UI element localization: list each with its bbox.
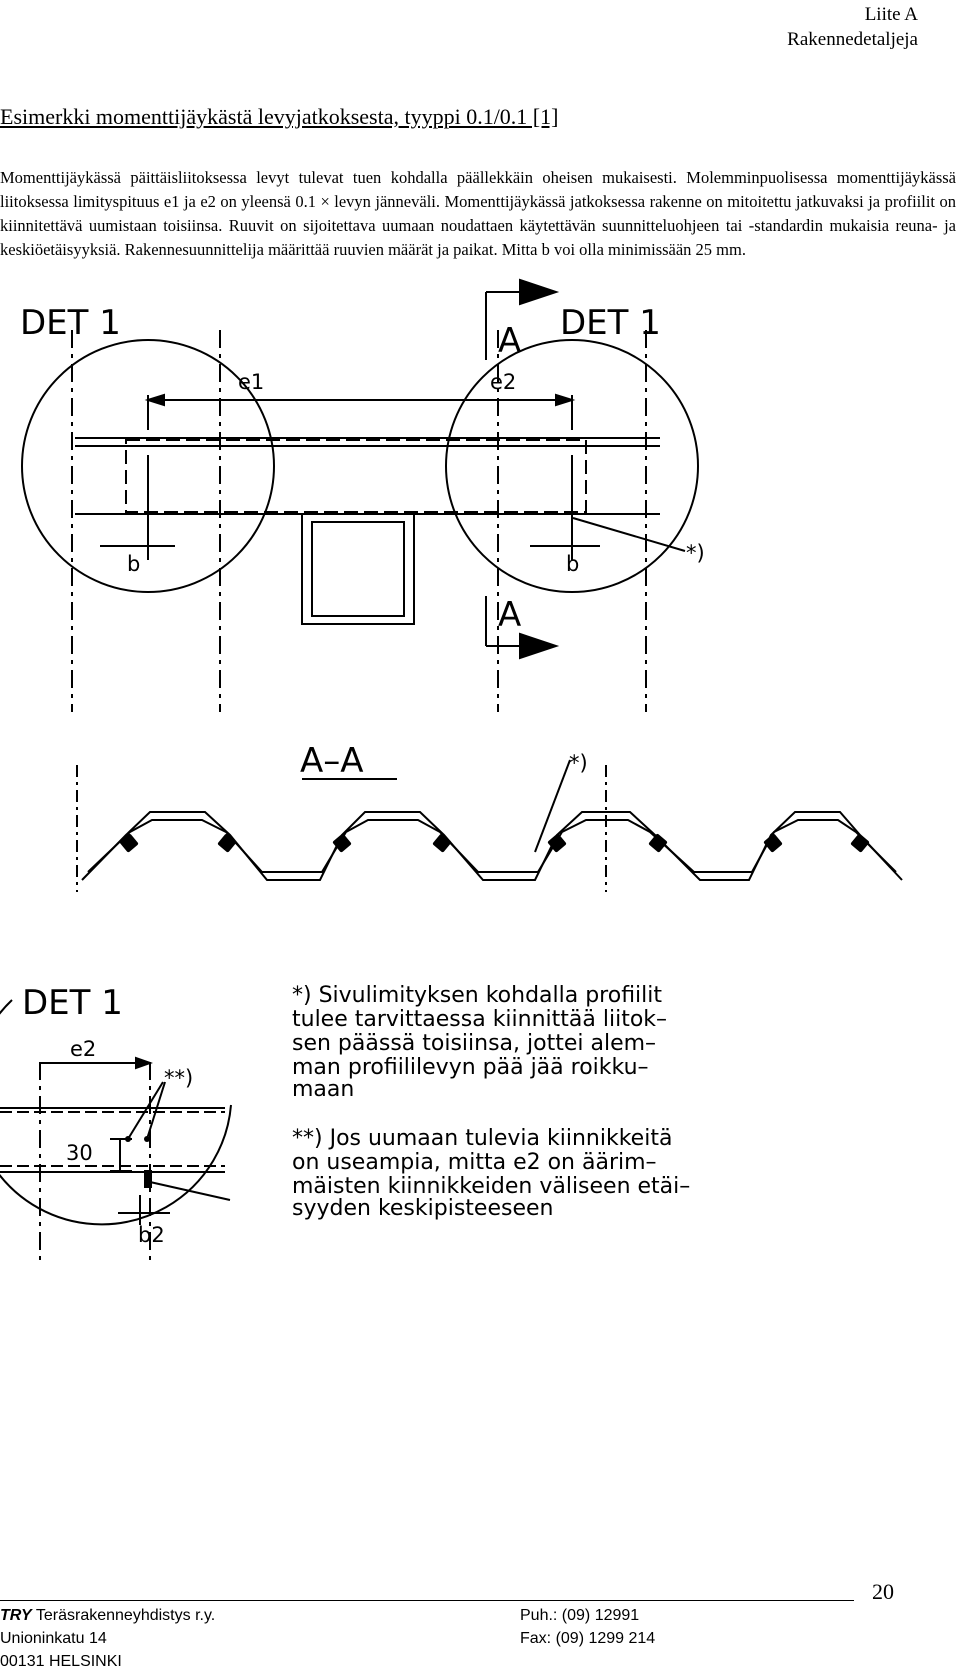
star-note-line: man profiililevyn pää jää roikku– [292,1055,649,1080]
double-star-note-line: on useampia, mitta e2 on äärim– [292,1150,657,1175]
street-address: Unioninkatu 14 [0,1630,107,1647]
section-note-mark: *) [569,751,588,775]
footer-address [0,1604,215,1673]
det-left-label: DET 1 [20,303,121,343]
detail-title: DET 1 [22,983,123,1023]
star-note-line: sen päässä toisiinsa, jottei alem– [292,1031,657,1056]
det-right-label: DET 1 [560,303,661,343]
footer-org-line [0,1604,215,1627]
section-label: Rakennedetaljeja [787,29,918,50]
body-paragraph: Momenttijäykässä päittäisliitoksessa levyt tulevat tuen kohdalla päällekkäin oheisen mukaisesti. Molemminpuolisessa momenttijäykässä liitoksessa limityspituus e1 ja e2 on yleensä 0.1 × levyn jänneväli. Momenttijäykässä jatkoksessa rakenne on mitoitettu jatkuvaksi ja profiilit on kiinnitettävä uumistaan toisiinsa. Ruuvit on sijoitettava uumaan noudattaen käytettävän suunnitteluohjeen tai -standardin mukaisia reuna- ja keskiöetäisyyksiä. Rakennesuunnittelija määrittää ruuvien määrät ja paikat. Mitta b voi olla minimissään 25 mm. [0,168,956,259]
double-star-note [292,1126,690,1221]
dim-e2-label: e2 [490,370,517,394]
dim-b-right-label: b [566,552,580,576]
footer-divider [0,1600,854,1601]
fax-number: Fax: (09) 1299 214 [520,1630,656,1647]
note-mark-label: *) [686,541,705,565]
brand-logo-text: TRY [0,1607,32,1624]
star-note-line: maan [292,1077,355,1102]
detail-dim-30: 30 [66,1141,93,1165]
detail-dim-b2: b2 [138,1223,165,1247]
double-star-note-line: **) Jos uumaan tulevia kiinnikkeitä [292,1126,673,1151]
appendix-label: Liite A [864,4,918,25]
section-mark-top: A [498,321,522,361]
section-mark-bottom: A [498,595,522,635]
star-note-line: tulee tarvittaessa kiinnittää liitok– [292,1007,668,1032]
star-note [292,983,667,1102]
page-title-text: Esimerkki momenttijäykästä levyjatkoksesta, tyyppi 0.1/0.1 [1] [0,104,559,129]
postal-address: 00131 HELSINKI [0,1653,122,1670]
double-star-note-line: syyden keskipisteeseen [292,1196,554,1221]
section-title: A–A [300,741,364,781]
page-number: 20 [872,1579,894,1604]
detail-note-mark: **) [164,1066,194,1090]
star-note-line: *) Sivulimityksen kohdalla profiilit [292,983,663,1008]
detail-e2-label: e2 [70,1037,97,1061]
phone-number: Puh.: (09) 12991 [520,1607,640,1624]
double-star-note-line: mäisten kiinnikkeiden väliseen etäi– [292,1174,691,1199]
organization-name: Teräsrakenneyhdistys r.y. [35,1607,216,1624]
dim-e1-label: e1 [238,370,265,394]
dim-b-left-label: b [127,552,141,576]
footer-contact [520,1604,655,1650]
